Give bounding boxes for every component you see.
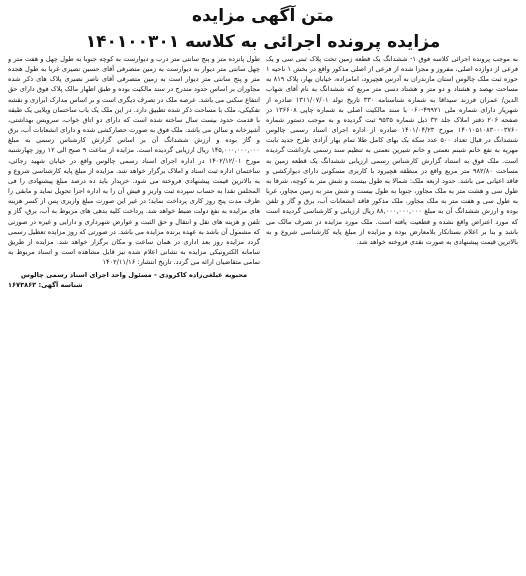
- ad-body: [8, 54, 518, 568]
- left-column: [8, 54, 260, 568]
- signature: محبوبه عبلغی‌زاده کاکرودی - مسئول واحد اجرای اسناد رسمی چالوس: [20, 271, 248, 280]
- left-column-paragraph: طول پانزده متر و پنج سانتی متر درب و دیوارست به کوچه جنوبا به طول چهل و هفت متر و چهل سانتی متر دیوار به دیوارست به زمین متصرفی آقای حسین نصیری غربا به طول هجده متر و پنج سانتی متر دیوار است به زمین متصرفی آقای ناصر نصیری پلاک های ذکر شده مجاوران بر اساس حدود مندرج در سند مالکیت بوده و طبق اظهار مالک پلاک فوق دارای حق انتفاع سکنی می باشد. عرصه ملک در تصرف دیگری است و بر اساس مدارک ابرازی و نقشه تفکیکی، ملک با مساحت ذکر شده تطبیق دارد. در این ملک یک باب ساختمان ویلایی یک طبقه با قدمت حدود بیست سال ساخته شده است که دارای دو اتاق خواب، سرویس بهداشتی، آشپزخانه و سالن می باشد. ملک فوق به صورت حصارکشی شده و دارای انشعابات آب، برق و گاز بوده و ارزش ششدانگ آن بر اساس گزارش کارشناس رسمی به مبلغ ۱۴۵,۰۰۰,۰۰۰,۰۰۰ ریال ارزیابی گردیده است. مزایده از ساعت ۹ صبح الی ۱۲ روز چهارشنبه مورخ ۱۴۰۲/۱۲/۰۱ در اداره اجرای اسناد رسمی چالوس واقع در خیابان شهید رجائی، ساختمان اداره ثبت اسناد و املاک برگزار خواهد شد. مزایده از مبلغ پایه کارشناسی شروع و به بالاترین قیمت پیشنهادی فروخته می شود. خریدار باید ده درصد مبلغ پیشنهادی را فی المجلس نقدا به حساب سپرده ثبت واریز و فیش آن را به اداره اجرا تحویل نماید و مابقی را ظرف مدت پنج روز کاری پرداخت نماید؛ در غیر این صورت مبلغ واریزی پس از کسر هزینه های مزایده به نفع دولت ضبط خواهد شد. پرداخت کلیه بدهی های مربوط به آب، برق، گاز و تلفن و هزینه های نقل و انتقال و حق الثبت و عوارض شهرداری و دارایی و غیره در صورتی که مشمول آن باشد به عهده برنده مزایده می باشد. در صورتی که روز مزایده تعطیل رسمی گردد مزایده روز بعد اداری در همان ساعت و مکان برگزار خواهد شد. مزایده از طریق سامانه الکترونیکی مزایده به نشانی اعلام شده نیز قابل مشاهده است و اسناد مربوط به تمامی متقاضیان ارائه می گردد. تاریخ انتشار: ۱۴۰۲/۱۱/۱۶: [8, 55, 260, 267]
- ad-code: شناسه آگهی: ۱۶۷۳۸۶۳: [8, 281, 83, 290]
- ad-header: [0, 4, 526, 52]
- ad-subtitle: مزایده پرونده اجرائی به کلاسه ۱۴۰۱۰۰۳۰۱: [85, 32, 441, 52]
- ad-title: متن آگهی مزایده: [192, 6, 334, 26]
- right-column: [266, 54, 518, 568]
- right-column-paragraph: به موجب پرونده اجرائی کلاسه فوق ۱- ششدانگ یک قطعه زمین تحت پلاک ثبتی سی و یک فرعی از دوازده اصلی، مفروز و مجزا شده از فرعی از اصلی مذکور واقع در بخش ۱ ناحیه ۱ حوزه ثبت ملک چالوس استان مازندران به آدرس هچیرود، امامزاده، خیابان بهار، پلاک ۸۱۹ به مساحت نهصد و هشتاد و دو متر و هشتاد دسی متر مربع که ششدانگ به نام آقای شهاب الدین/ عمران فرزند سیداقا به شماره شناسنامه ۳۳۰ تاریخ تولد ۱۳۱۱/۰۷/۰۱ صادره از شهریار دارای شماره ملی ۴۹۹۲۱-۰۶۰ با سند مالکیت اصلی به شماره چاپی ۱۳۶۶۰۸ در صفحه ۲۰۶ دفتر املاک جلد ۳۲ ذیل شماره ۹۵۳۵ ثبت گردیده و به موجب دستور شماره ۱۴۰۱۰۵۱۰۸۳۰۰۰۳۷۶۰ مورخ ۱۴۰۱/۰۴/۲۳ صادره از اداره اجرای اسناد رسمی چالوس ششدانگ در قبال تعداد ۵۰۰ عدد سکه یک بهای کامل طلا تمام بهار آزادی طرح جدید بابت مهریه به نفع خانم شبنم نعمتی و خانم شیرین نعمتی به تنظیم سند رسمی بازداشت گردیده است. ملک فوق به استناد گزارش کارشناس رسمی ارزیابی ششدانگ یک قطعه زمین به مساحت ۹۸۲/۸۰ متر مربع واقع در منطقه هچیرود با کاربری مسکونی دارای دیوارکشی و فاقد اعیانی می باشد. حدود اربعه ملک: شمالا به طول بیست و شش متر به کوچه، شرقا به طول سی و هشت متر به ملک مجاور، جنوبا به طول بیست و شش متر به زمین مجاور، غربا به طول سی و هفت متر به ملک مجاور. ملک مذکور فاقد انشعابات آب، برق و گاز و تلفن بوده و ارزش ششدانگ آن به مبلغ ۸۸,۰۰۰,۰۰۰,۰۰۰ ریال ارزیابی و کارشناسی گردیده است که مورد اعتراض واقع نشده و قطعیت یافته است. ملک مورد مزایده در تصرف مالک می باشد و بنا بر اعلام بستانکار بلامعارض بوده و مزایده از مبلغ پایه کارشناسی شروع و به بالاترین قیمت پیشنهادی به صورت نقدی فروخته خواهد شد.: [266, 55, 518, 246]
